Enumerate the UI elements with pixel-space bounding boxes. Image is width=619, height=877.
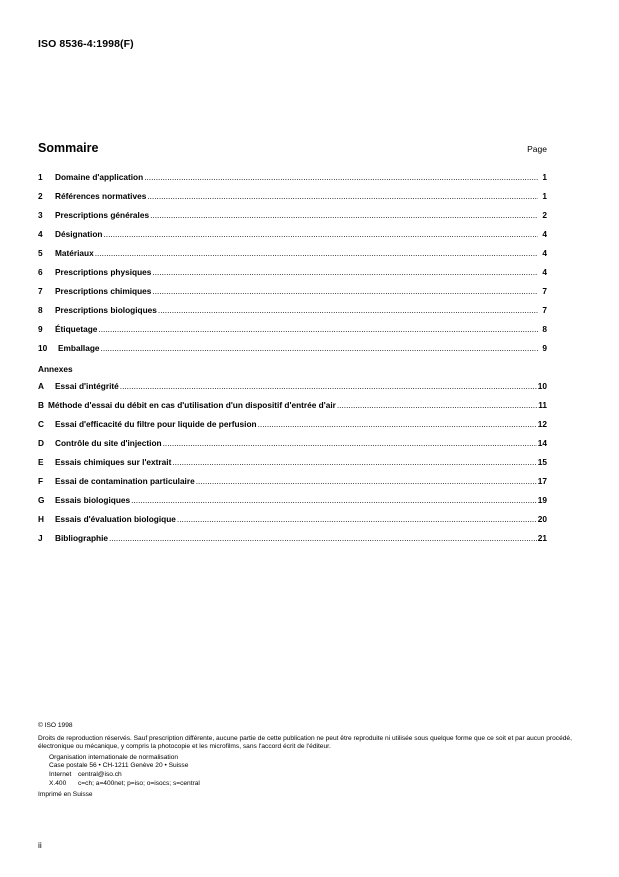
toc-dot-leader	[144, 172, 538, 182]
toc-entry-title: Prescriptions biologiques	[55, 305, 157, 315]
toc-dot-leader	[196, 476, 537, 486]
toc-dot-leader	[258, 419, 537, 429]
toc-entry-page: 1	[542, 191, 547, 201]
toc-dot-leader	[337, 400, 537, 410]
copyright-notice	[38, 722, 583, 800]
toc-entry-3[interactable]	[38, 210, 547, 229]
toc-annex-g[interactable]	[38, 495, 547, 514]
toc-annex-e[interactable]	[38, 457, 547, 476]
toc-annex-letter: F	[38, 476, 44, 486]
toc-annex-title: Essai d'intégrité	[55, 381, 119, 391]
toc-dot-leader	[120, 381, 537, 391]
toc-entry-number: 8	[38, 305, 43, 315]
toc-dot-leader	[163, 438, 537, 448]
toc-entry-9[interactable]	[38, 324, 547, 343]
toc-entry-page: 4	[542, 267, 547, 277]
toc-page-column-label: Page	[527, 144, 547, 154]
toc-annex-a[interactable]	[38, 381, 547, 400]
toc-annex-letter: E	[38, 457, 44, 467]
toc-annex-title: Contrôle du site d'injection	[55, 438, 162, 448]
toc-annex-page: 17	[537, 476, 547, 486]
toc-annex-letter: G	[38, 495, 45, 505]
toc-annex-page: 21	[537, 533, 547, 543]
toc-dot-leader	[177, 514, 537, 524]
toc-title: Sommaire	[38, 141, 99, 155]
toc-dot-leader	[147, 191, 538, 201]
toc-entry-10[interactable]	[38, 343, 547, 362]
toc-annex-letter: D	[38, 438, 44, 448]
toc-entry-8[interactable]	[38, 305, 547, 324]
toc-dot-leader	[152, 267, 538, 277]
toc-dot-leader	[152, 286, 538, 296]
toc-entry-page: 8	[542, 324, 547, 334]
toc-annex-page: 12	[537, 419, 547, 429]
toc-entry-5[interactable]	[38, 248, 547, 267]
toc-entry-page: 7	[542, 305, 547, 315]
toc-annex-page: 11	[538, 400, 547, 410]
toc-annex-letter: B	[38, 400, 44, 410]
page-number: ii	[38, 840, 42, 850]
toc-annex-page: 15	[537, 457, 547, 467]
toc-entry-page: 1	[542, 172, 547, 182]
toc-dot-leader	[109, 533, 537, 543]
table-of-contents	[38, 172, 547, 552]
toc-annex-h[interactable]	[38, 514, 547, 533]
toc-annex-page: 10	[537, 381, 547, 391]
toc-dot-leader	[98, 324, 538, 334]
toc-annex-title: Essais chimiques sur l'extrait	[55, 457, 172, 467]
toc-entry-title: Références normatives	[55, 191, 147, 201]
toc-entry-title: Prescriptions générales	[55, 210, 150, 220]
toc-entry-number: 5	[38, 248, 43, 258]
toc-annex-title: Essai d'efficacité du filtre pour liquide de perfusion	[55, 419, 257, 429]
toc-annex-title: Méthode d'essai du débit en cas d'utilisation d'un dispositif d'entrée d'air	[48, 400, 336, 410]
printed-in: Imprimé en Suisse	[38, 791, 93, 799]
toc-entry-title: Désignation	[55, 229, 103, 239]
x400-label: X.400	[49, 779, 67, 787]
toc-dot-leader	[101, 343, 538, 353]
toc-annex-letter: A	[38, 381, 44, 391]
toc-dot-leader	[131, 495, 537, 505]
toc-entry-page: 7	[542, 286, 547, 296]
x400-address: c=ch; a=400net; p=iso; o=isocs; s=central	[78, 779, 200, 787]
toc-entry-4[interactable]	[38, 229, 547, 248]
toc-entry-number: 4	[38, 229, 43, 239]
publisher-address	[38, 754, 583, 788]
internet-row	[49, 771, 583, 780]
toc-annex-letter: C	[38, 419, 44, 429]
toc-entry-number: 10	[38, 343, 48, 353]
toc-annex-c[interactable]	[38, 419, 547, 438]
toc-annex-title: Bibliographie	[55, 533, 109, 543]
toc-entry-number: 7	[38, 286, 43, 296]
toc-annex-letter: J	[38, 533, 43, 543]
toc-dot-leader	[150, 210, 538, 220]
toc-entry-2[interactable]	[38, 191, 547, 210]
toc-entry-number: 3	[38, 210, 43, 220]
x400-row	[49, 780, 583, 789]
toc-entry-page: 9	[542, 343, 547, 353]
toc-entry-6[interactable]	[38, 267, 547, 286]
toc-annex-f[interactable]	[38, 476, 547, 495]
internet-label: Internet	[49, 770, 72, 778]
rights-statement: Droits de reproduction réservés. Sauf prescription différente, aucune partie de cette publication ne peut être reproduite ni utilisée sous quelque forme que ce soit et par aucun procédé, électronique ou mécanique, y compris la photocopie et les microfilms, sans l'accord écrit de l'éditeur.	[38, 734, 572, 751]
copyright-line: © ISO 1998	[38, 722, 73, 729]
toc-entry-number: 6	[38, 267, 43, 277]
toc-dot-leader	[158, 305, 538, 315]
toc-entry-number: 1	[38, 172, 43, 182]
toc-annex-b[interactable]	[38, 400, 547, 419]
toc-dot-leader	[95, 248, 538, 258]
toc-entry-title: Prescriptions chimiques	[55, 286, 152, 296]
toc-annex-j[interactable]	[38, 533, 547, 552]
toc-dot-leader	[172, 457, 536, 467]
toc-annex-page: 20	[537, 514, 547, 524]
document-header: ISO 8536-4:1998(F)	[38, 38, 134, 50]
org-name: Organisation internationale de normalisation	[49, 753, 179, 761]
toc-entry-page: 2	[542, 210, 547, 220]
toc-entry-number: 9	[38, 324, 43, 334]
toc-entry-title: Prescriptions physiques	[55, 267, 152, 277]
toc-annex-d[interactable]	[38, 438, 547, 457]
toc-entry-1[interactable]	[38, 172, 547, 191]
toc-entry-title: Étiquetage	[55, 324, 98, 334]
toc-entry-title: Emballage	[58, 343, 100, 353]
annexes-heading: Annexes	[38, 364, 73, 374]
toc-annex-letter: H	[38, 514, 44, 524]
toc-entry-title: Domaine d'application	[55, 172, 144, 182]
toc-entry-7[interactable]	[38, 286, 547, 305]
toc-entry-page: 4	[542, 248, 547, 258]
toc-annex-title: Essais biologiques	[55, 495, 131, 505]
toc-annex-page: 19	[537, 495, 547, 505]
toc-entry-page: 4	[542, 229, 547, 239]
toc-entry-number: 2	[38, 191, 43, 201]
toc-annex-title: Essais d'évaluation biologique	[55, 514, 176, 524]
postal-address: Case postale 56 • CH-1211 Genève 20 • Suisse	[49, 762, 189, 770]
toc-annex-title: Essai de contamination particulaire	[55, 476, 195, 486]
internet-email: central@iso.ch	[78, 770, 122, 778]
toc-entry-title: Matériaux	[55, 248, 94, 258]
toc-annex-page: 14	[537, 438, 547, 448]
toc-dot-leader	[103, 229, 538, 239]
